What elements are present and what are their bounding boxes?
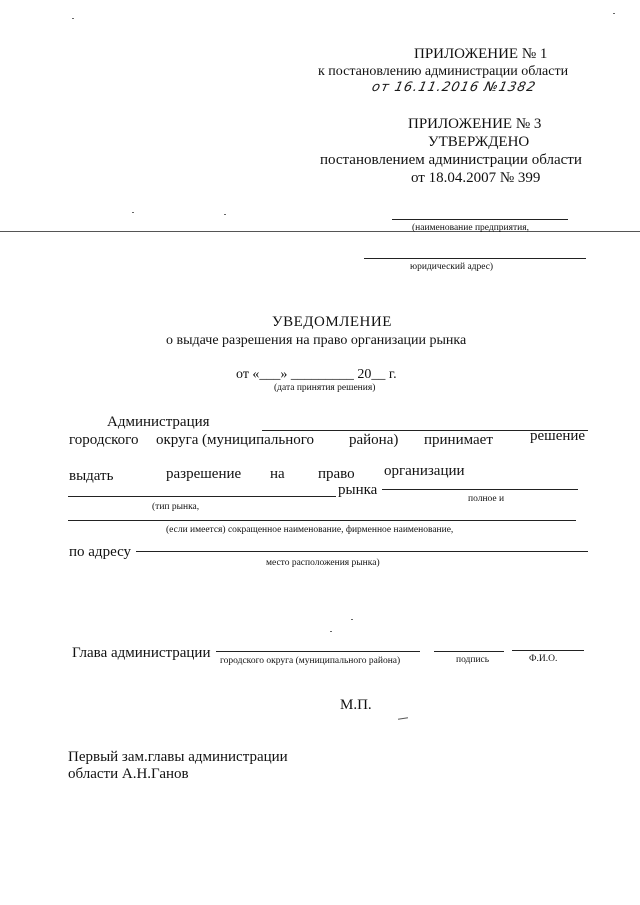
market-word: рынка	[338, 482, 378, 498]
approved-date: от 18.04.2007 № 399	[411, 170, 541, 186]
scan-speck	[224, 214, 226, 215]
body-word: на	[270, 466, 285, 482]
enterprise-name-field	[392, 219, 568, 220]
scan-speck	[613, 13, 615, 14]
full-name-caption: полное и	[468, 494, 505, 504]
decision-date-line: от «___» _________ 20__ г.	[236, 367, 397, 382]
body-word: решение	[530, 428, 586, 444]
enterprise-caption: (наименование предприятия,	[412, 223, 529, 233]
scan-artifact-line	[0, 231, 640, 232]
notice-subtitle: о выдаче разрешения на право организации рынка	[166, 333, 467, 348]
scan-artifact-mark	[398, 717, 408, 719]
stamp-placeholder: М.П.	[340, 697, 372, 713]
footer-signatory-title: Первый зам.главы администрации	[68, 749, 288, 765]
market-type-field	[68, 496, 336, 497]
body-word: (муниципального	[202, 432, 315, 448]
body-word: городского	[69, 432, 139, 448]
appendix1-title: ПРИЛОЖЕНИЕ № 1	[414, 46, 548, 62]
market-name-field	[382, 489, 578, 490]
market-name-continuation-field	[68, 520, 576, 521]
notice-title: УВЕДОМЛЕНИЕ	[272, 314, 392, 330]
body-word: выдать	[69, 468, 114, 484]
scan-speck	[351, 619, 353, 620]
scan-speck	[132, 212, 134, 213]
market-address-field	[136, 551, 588, 552]
legal-address-field	[364, 258, 586, 259]
footer-signatory-name: области А.Н.Ганов	[68, 766, 189, 782]
handwritten-date-number: от 16.11.2016 №1382	[370, 80, 538, 95]
short-name-caption: (если имеется) сокращенное наименование, фирменное наименование,	[166, 525, 454, 535]
scan-speck	[330, 631, 332, 632]
decision-date-caption: (дата принятия решения)	[274, 383, 376, 393]
body-word: разрешение	[166, 466, 242, 482]
appendix3-title: ПРИЛОЖЕНИЕ № 3	[408, 116, 542, 132]
district-field	[216, 651, 420, 652]
body-word: округа	[156, 432, 199, 448]
body-word: организации	[384, 463, 465, 479]
name-caption: Ф.И.О.	[529, 654, 558, 664]
market-type-caption: (тип рынка,	[152, 502, 200, 512]
approved-label: УТВЕРЖДЕНО	[428, 134, 530, 150]
scan-speck	[72, 18, 74, 19]
body-word: района)	[349, 432, 399, 448]
approved-by: постановлением администрации области	[320, 152, 582, 168]
appendix1-reference: к постановлению администрации области	[318, 64, 569, 79]
name-field	[512, 650, 584, 651]
head-of-administration-label: Глава администрации	[72, 645, 211, 661]
signature-caption: подпись	[456, 655, 490, 665]
body-word: право	[318, 466, 355, 482]
legal-address-caption: юридический адрес)	[410, 262, 494, 272]
market-location-caption: место расположения рынка)	[266, 558, 380, 568]
administration-label: Администрация	[107, 414, 210, 430]
district-caption: городского округа (муниципального района)	[220, 656, 401, 666]
body-word: принимает	[424, 432, 493, 448]
signature-field	[434, 651, 504, 652]
by-address-label: по адресу	[69, 544, 132, 560]
